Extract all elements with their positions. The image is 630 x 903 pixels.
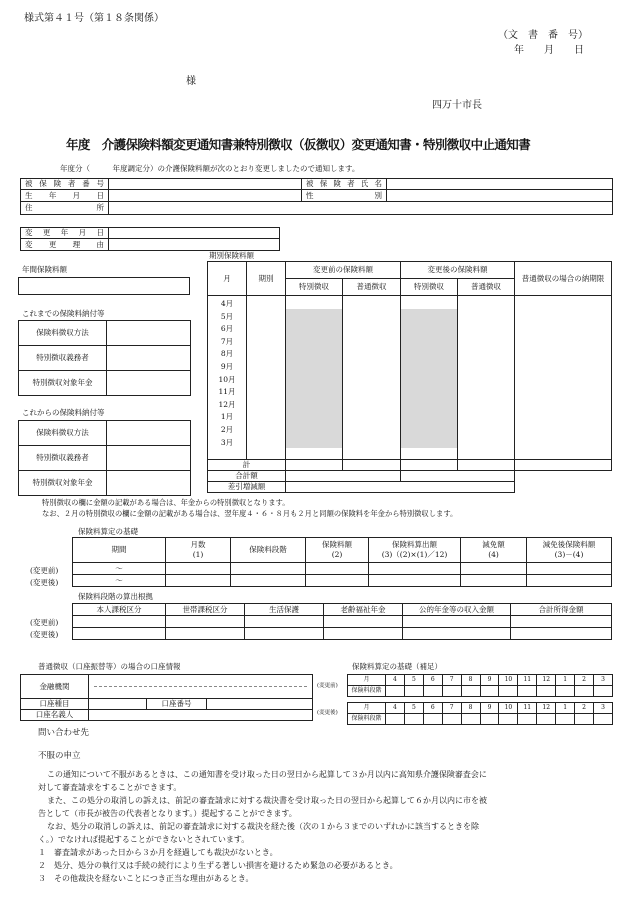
- month-cell: 6月: [220, 324, 234, 334]
- birth-date-value: [109, 190, 302, 202]
- document-number: （文 書 番 号）: [498, 30, 588, 41]
- after-special-header: 特別徴収: [401, 279, 458, 296]
- before-special-header: 特別徴収: [286, 279, 343, 296]
- special-cell: [401, 334, 457, 347]
- special-cell: [401, 422, 457, 435]
- birth-date-label: 生年月日: [21, 190, 109, 202]
- supp-month-cell: 7: [442, 703, 461, 714]
- grand-total-label: 合計額: [208, 471, 286, 482]
- after-amount-header: 変更後の保険料額: [401, 262, 515, 279]
- address-value: [109, 202, 613, 215]
- basis-period-header: 期間: [73, 538, 166, 563]
- due-date-header: 普通徴収の場合の納期限: [515, 262, 612, 296]
- supp-table: 月 4 5 6 7 8 9 10 11 12 1 2 3 保険料段階: [347, 702, 613, 725]
- address-label: 住所: [21, 202, 109, 215]
- special-cell: [286, 296, 342, 309]
- change-date-value: [109, 228, 280, 239]
- account-holder-label: 口座名義人: [21, 710, 89, 721]
- supp-row-before: (変更前): [317, 683, 338, 689]
- month-cell: 2月: [220, 424, 234, 434]
- basis-stage-header: 保険料段階: [231, 538, 306, 563]
- basis-row-after: (変更後): [30, 578, 59, 587]
- appeal-line-5: なお、処分の取消しの訴えは、前記の審査請求に対する裁決を経た後（次の１から３までのいずれかに該当するときを除: [47, 822, 479, 831]
- month-cell: 8月: [220, 349, 234, 359]
- supp-month-cell: 1: [556, 703, 575, 714]
- appeal-item-2: ２ 処分、処分の執行又は手続の続行により生ずる著しい損害を避けるため緊急の必要があるとき。: [38, 861, 398, 870]
- special-cell: [286, 435, 342, 448]
- supp-month-cell: 10: [499, 703, 518, 714]
- annual-premium-label: 年間保険料額: [22, 265, 67, 274]
- document-title: 年度 介護保険料額変更通知書兼特別徴収（仮徴収）変更通知書・特別徴収中止通知書: [66, 137, 531, 152]
- before-normal-header: 普通徴収: [343, 279, 401, 296]
- insured-info-table: [20, 178, 613, 215]
- note-1: 特別徴収の欄に金額の記載がある場合は、年金からの特別徴収となります。: [42, 498, 290, 507]
- special-cell: [286, 422, 342, 435]
- stage-row-after: (変更後): [30, 630, 59, 639]
- appeal-line-3: また、この処分の取消しの訴えは、前記の審査請求に対する裁決書を受け取った日の翌日から起算して６か月以内に市を被: [47, 796, 487, 805]
- change-reason-value: [109, 239, 280, 251]
- after-pension-label: 特別徴収対象年金: [19, 471, 107, 496]
- supp-month-cell: 4: [386, 703, 405, 714]
- special-cell: [401, 347, 457, 360]
- supp-month-cell: 4: [386, 675, 405, 686]
- special-cell: [401, 296, 457, 309]
- stage-table: 本人課税区分 世帯課税区分 生活保護 老齢福祉年金 公的年金等の収入金額 合計所得金額: [72, 603, 612, 640]
- bank-label: 金融機関: [21, 675, 89, 699]
- supp-month-cell: 1: [556, 675, 575, 686]
- month-cell: 5月: [220, 311, 234, 321]
- insured-number-value: [109, 179, 302, 190]
- insured-number-label: 被保険者番号: [21, 179, 109, 190]
- insured-name-label: 被保険者氏名: [302, 179, 387, 190]
- supp-month-cell: 9: [480, 675, 499, 686]
- supp-section-label: 保険料算定の基礎（補足）: [352, 662, 442, 671]
- before-pension-label: 特別徴収対象年金: [19, 371, 107, 396]
- basis-table: 期間 月数 (1) 保険料段階 保険料額 (2) 保険料算出額 (3)（(2)×(1)／12) 減免額 (4) 減免後保険料額 (3)－(4) ～ ～: [72, 537, 612, 587]
- insured-name-value: [387, 179, 613, 190]
- supp-month-cell: 2: [575, 703, 594, 714]
- stage-section-label: 保険料段階の算出根拠: [78, 592, 153, 601]
- period-section-label: 期別保険料額: [209, 251, 254, 260]
- supp-month-cell: 3: [593, 703, 612, 714]
- special-cell: [286, 347, 342, 360]
- supp-month-cell: 6: [423, 703, 442, 714]
- supp-month-cell: 11: [518, 675, 537, 686]
- supp-tables: [347, 674, 613, 725]
- special-cell: [286, 334, 342, 347]
- period-premium-table: [207, 261, 612, 493]
- month-cell: 10月: [218, 374, 236, 384]
- supp-table: 月 4 5 6 7 8 9 10 11 12 1 2 3 保険料段階: [347, 674, 613, 697]
- special-cell: [286, 322, 342, 335]
- supp-month-cell: 2: [575, 675, 594, 686]
- change-info-table: [20, 227, 280, 251]
- form-number: 様式第４１号（第１８条関係）: [24, 13, 164, 24]
- supp-month-cell: 12: [537, 703, 556, 714]
- special-cell: [286, 359, 342, 372]
- special-cell: [401, 322, 457, 335]
- annual-premium-box: [18, 277, 190, 295]
- special-cell: [401, 435, 457, 448]
- month-cell: 11月: [218, 387, 236, 397]
- before-method-label: 保険料徴収方法: [19, 321, 107, 346]
- basis-row-before: (変更前): [30, 566, 59, 575]
- month-cell: 12月: [218, 399, 236, 409]
- after-method-label: 保険料徴収方法: [19, 421, 107, 446]
- account-table: [20, 674, 313, 721]
- supp-month-cell: 8: [461, 675, 480, 686]
- basis-section-label: 保険料算定の基礎: [78, 527, 138, 536]
- account-section-label: 普通徴収（口座振替等）の場合の口座情報: [38, 662, 181, 671]
- before-obligor-label: 特別徴収義務者: [19, 346, 107, 371]
- months-list: [208, 296, 247, 460]
- appeal-line-6: く。）でなければ提起することができないとされています。: [38, 835, 250, 844]
- supp-month-cell: 5: [404, 703, 423, 714]
- issuer: 四万十市長: [432, 100, 482, 111]
- after-obligor-label: 特別徴収義務者: [19, 446, 107, 471]
- month-header: 月: [208, 262, 247, 296]
- supp-month-cell: 7: [442, 675, 461, 686]
- change-date-label: 変更年月日: [21, 228, 109, 239]
- special-cell: [401, 372, 457, 385]
- appeal-line-2: 対して審査請求をすることができます。: [38, 783, 182, 792]
- supp-month-cell: 11: [518, 703, 537, 714]
- appeal-item-1: １ 審査請求があった日から３か月を経過しても裁決がないとき。: [38, 848, 278, 857]
- stage-row-before: (変更前): [30, 618, 59, 627]
- special-cell: [286, 410, 342, 423]
- before-amount-header: 変更前の保険料額: [286, 262, 401, 279]
- after-payment-table: [18, 420, 191, 496]
- basis-rate-header: 保険料額: [322, 540, 352, 549]
- before-payment-table: [18, 320, 191, 396]
- issue-date: 年 月 日: [514, 45, 584, 56]
- month-cell: 4月: [220, 299, 234, 308]
- special-cell: [286, 372, 342, 385]
- supp-month-cell: 8: [461, 703, 480, 714]
- term-header: 期別: [247, 262, 286, 296]
- month-cell: 3月: [220, 437, 234, 447]
- appeal-item-3: ３ その他裁決を経ないことにつき正当な理由があるとき。: [38, 874, 254, 883]
- after-normal-header: 普通徴収: [458, 279, 515, 296]
- special-cell: [401, 385, 457, 398]
- supp-month-cell: 6: [423, 675, 442, 686]
- month-cell: 1月: [220, 412, 234, 422]
- basis-reduction-header: 減免額: [482, 540, 505, 549]
- after-section-label: これからの保険料納付等: [22, 408, 105, 417]
- note-2: なお、２月の特別徴収の欄に金額の記載がある場合は、翌年度４・６・８月も２月と同額の保険料を年金から特別徴収します。: [42, 509, 458, 518]
- special-cell: [401, 309, 457, 322]
- month-cell: 7月: [220, 336, 234, 346]
- contact-label: 問い合わせ先: [38, 728, 90, 738]
- basis-calc-header: 保険料算出額: [392, 540, 437, 549]
- special-cell: [286, 397, 342, 410]
- supp-month-cell: 9: [480, 703, 499, 714]
- special-cell: [286, 385, 342, 398]
- account-type-label: 口座種目: [21, 699, 89, 710]
- special-cell: [286, 309, 342, 322]
- supp-month-cell: 12: [537, 675, 556, 686]
- notice-text: 年度分（ 年度調定分）の介護保険料額が次のとおり変更しましたので通知します。: [60, 164, 360, 173]
- supp-month-cell: 3: [593, 675, 612, 686]
- month-cell: 9月: [220, 361, 234, 371]
- supp-month-cell: 5: [404, 675, 423, 686]
- sex-label: 性別: [302, 190, 387, 202]
- special-cell: [401, 359, 457, 372]
- supp-row-after: (変更後): [317, 710, 338, 716]
- appeal-line-1: この通知について不服があるときは、この通知書を受け取った日の翌日から起算して３か月以内に高知県介護保険審査会に: [47, 770, 487, 779]
- supp-month-cell: 10: [499, 675, 518, 686]
- change-reason-label: 変更理由: [21, 239, 109, 251]
- addressee: 様: [186, 76, 196, 87]
- basis-months-header: 月数: [190, 540, 206, 549]
- basis-net-header: 減免後保険料額: [542, 540, 596, 549]
- sex-value: [387, 190, 613, 202]
- total-label: 計: [208, 460, 286, 471]
- appeal-title: 不服の申立: [38, 751, 81, 761]
- appeal-line-4: 告として（市長が被告の代表者となります。）提起することができます。: [38, 809, 297, 818]
- special-cell: [401, 410, 457, 423]
- account-number-label: 口座番号: [147, 699, 207, 710]
- difference-label: 差引増減額: [208, 482, 286, 493]
- special-cell: [401, 397, 457, 410]
- before-section-label: これまでの保険料納付等: [22, 309, 105, 318]
